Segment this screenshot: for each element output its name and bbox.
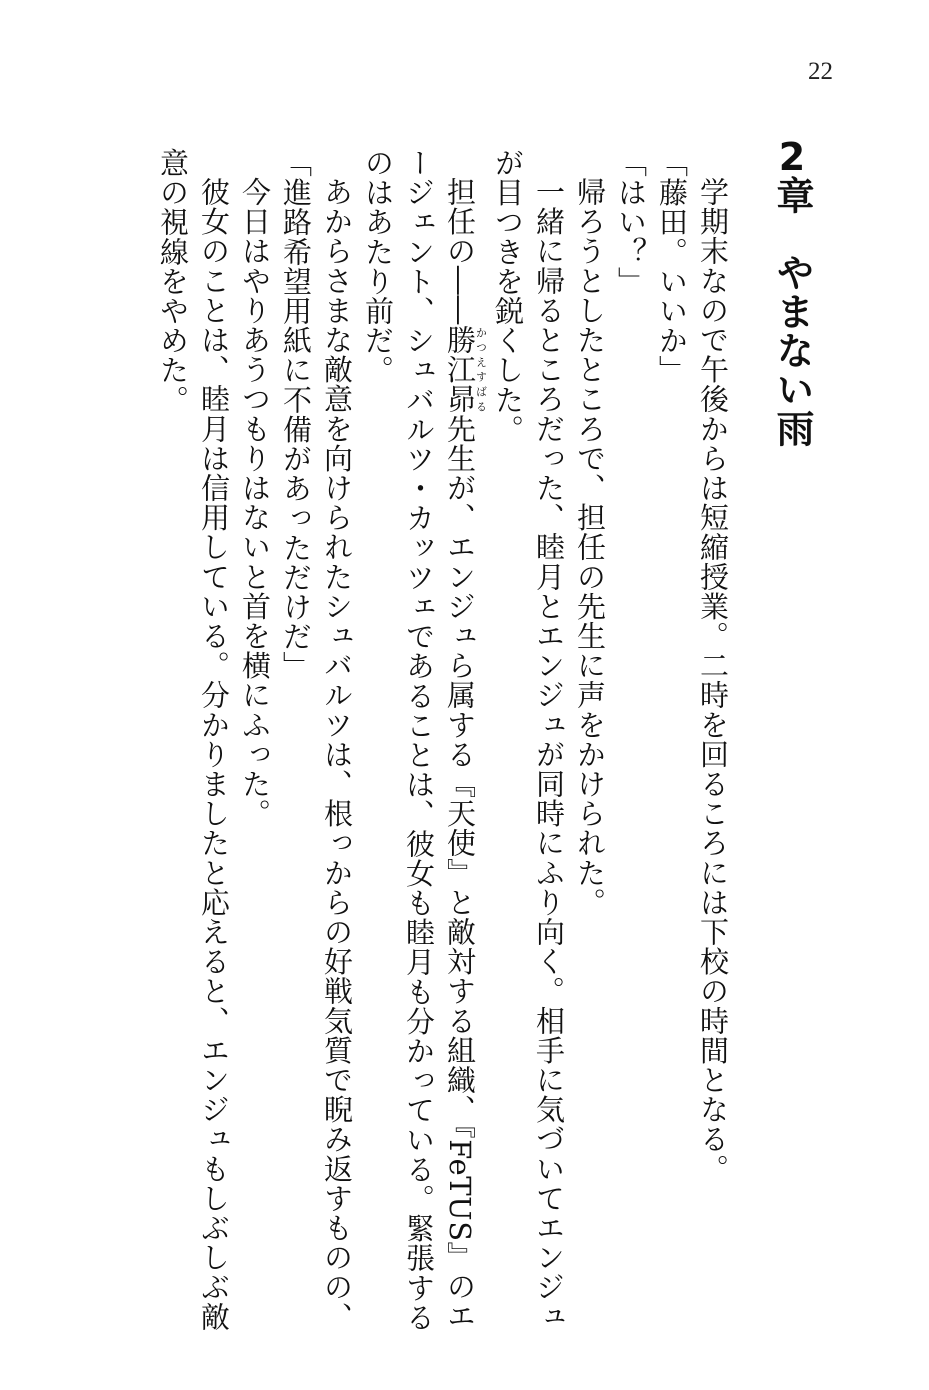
ruby-base: 勝江昴: [443, 325, 477, 414]
furigana-name: [443, 325, 488, 414]
chapter-heading: [764, 138, 820, 448]
paragraph: あからさまな敵意を向けられたシュバルツは、根っからの好戦気質で睨み返すものの、: [320, 177, 354, 1332]
paragraph: 彼女のことは、睦月は信用している。分かりましたと応えると、エンジュもしぶしぶ敵意の視線をやめた。: [156, 148, 231, 1332]
paragraph-text: 先生が、エンジュら属する『天使』と敵対する組織、『FeTUS』のエージェント、シュバルツ・カッツェであることは、彼女も睦月も分かっている。緊張するのはあたり前だ。: [361, 148, 477, 1332]
paragraph: 一緒に帰るところだった、睦月とエンジュが同時にふり向く。相手に気づいてエンジュが目つきを鋭くした。: [491, 148, 566, 1332]
body-text: [133, 148, 733, 1338]
paragraph-text: 担任の――: [443, 177, 477, 325]
dialogue-line: 「進路希望用紙に不備があっただけだ」: [279, 148, 313, 681]
chapter-title: やまない雨: [770, 253, 814, 448]
paragraph: 学期末なので午後からは短縮授業。二時を回るころには下校の時間となる。: [696, 177, 730, 1184]
paragraph: 帰ろうとしたところで、担任の先生に声をかけられた。: [573, 177, 607, 917]
page-number: 22: [808, 58, 833, 85]
dialogue-line: 「藤田。いいか」: [655, 148, 689, 385]
paragraph: [357, 148, 487, 1338]
ruby-reading: かつえすばる: [474, 325, 488, 414]
chapter-number: 2: [778, 138, 806, 176]
chapter-label: 章: [770, 176, 814, 215]
paragraph: 今日はやりあうつもりはないと首を横にふった。: [238, 177, 272, 829]
dialogue-line: 「はい？」: [614, 148, 648, 296]
